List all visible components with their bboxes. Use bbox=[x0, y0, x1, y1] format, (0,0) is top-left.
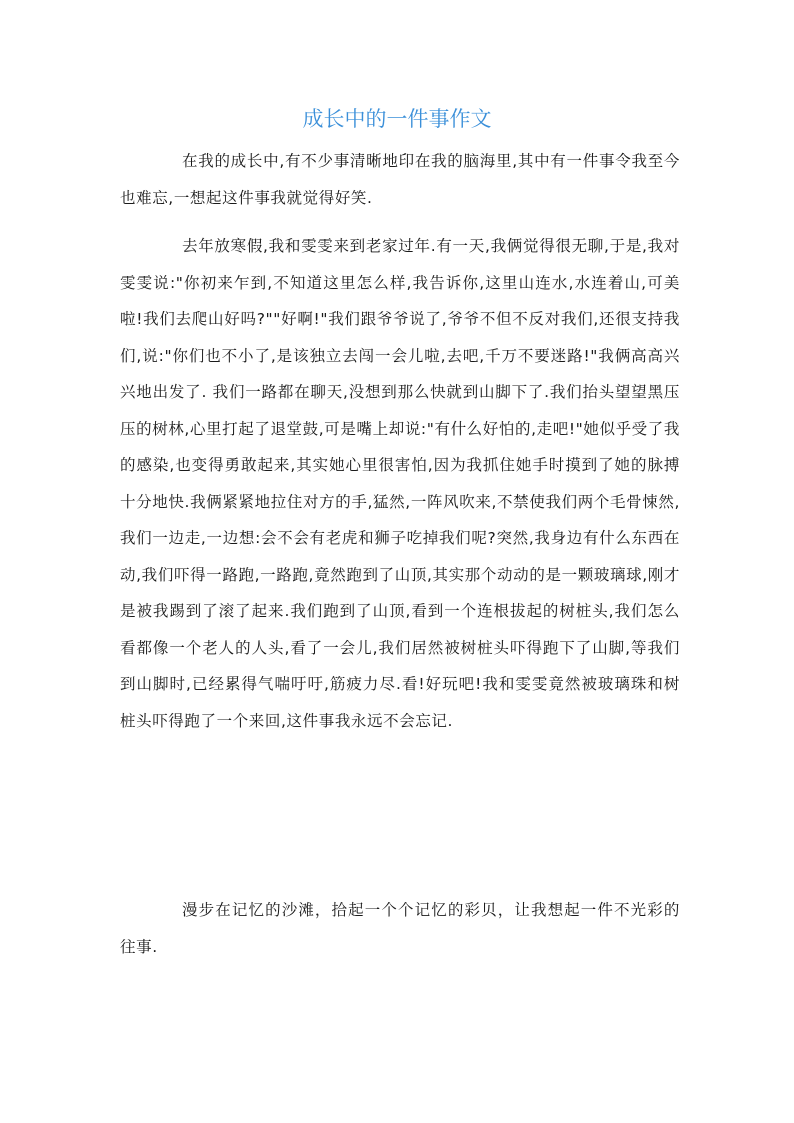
paragraph-3: 漫步在记忆的沙滩，拾起一个个记忆的彩贝，让我想起一件不光彩的往事. bbox=[120, 901, 680, 956]
paragraph-2: 去年放寒假,我和雯雯来到老家过年.有一天,我俩觉得很无聊,于是,我对雯雯说:"你初来乍到,不知道这里怎么样,我告诉你,这里山连水,水连着山,可美啦!我们去爬山好吗?""好啊!"我们跟爷爷说了,爷爷不但不反对我们,还很支持我们,说:"你们也不小了,是该独立去闯一会儿啦,去吧,千万不要迷路!"我俩高高兴兴地出发了. 我们一路都在聊天,没想到那么快就到山脚下了.我们抬头望望黑压压的树林,心里打起了退堂鼓,可是嘴上却说:"有什么好怕的,走吧!"她似乎受了我的感染,也变得勇敢起来,其实她心里很害怕,因为我抓住她手时摸到了她的脉搏十分地快.我俩紧紧地拉住对方的手,猛然,一阵风吹来,不禁使我们两个毛骨悚然,我们一边走,一边想:会不会有老虎和狮子吃掉我们呢?突然,我身边有什么东西在动,我们吓得一路跑,一路跑,竟然跑到了山顶,其实那个动动的是一颗玻璃球,刚才是被我踢到了滚了起来.我们跑到了山顶,看到一个连根拔起的树桩头,我们怎么看都像一个老人的人头,看了一会儿,我们居然被树桩头吓得跑下了山脚,等我们到山脚时,已经累得气喘吁吁,筋疲力尽.看!好玩吧!我和雯雯竟然被玻璃珠和树桩头吓得跑了一个来回,这件事我永远不会忘记. bbox=[120, 237, 680, 730]
paragraph-1: 在我的成长中,有不少事清晰地印在我的脑海里,其中有一件事令我至今也难忘,一想起这件事我就觉得好笑. bbox=[120, 152, 680, 207]
document-title: 成长中的一件事作文 bbox=[302, 107, 492, 131]
